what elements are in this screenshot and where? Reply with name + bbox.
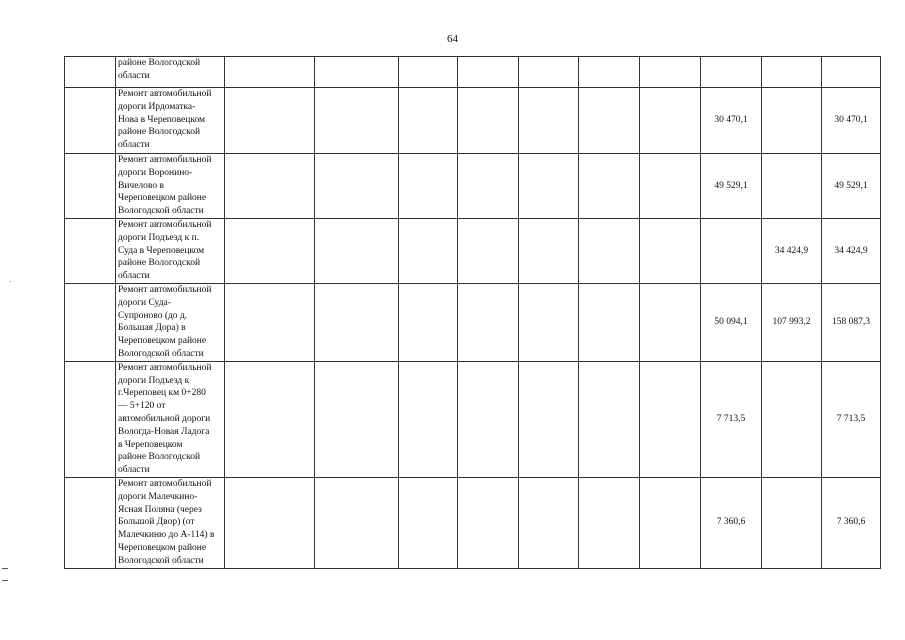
row-index-cell — [65, 154, 116, 219]
value-cell: 50 094,1 — [701, 283, 762, 361]
value-cell: 7 360,6 — [701, 477, 762, 568]
value-cell: 49 529,1 — [701, 154, 762, 219]
value-cell — [579, 57, 640, 88]
table-row — [65, 154, 881, 219]
row-index-cell — [65, 477, 116, 568]
value-cell — [458, 218, 519, 283]
value-cell — [315, 218, 399, 283]
table-row — [65, 361, 881, 477]
table-body — [65, 57, 881, 569]
road-name-cell — [116, 88, 225, 154]
road-name-cell — [116, 283, 225, 361]
value-cell: 30 470,1 — [822, 88, 881, 154]
road-name-cell — [116, 218, 225, 283]
value-cell: 7 360,6 — [822, 477, 881, 568]
road-name-cell — [116, 477, 225, 568]
value-cell — [519, 88, 579, 154]
value-cell — [399, 57, 458, 88]
value-cell — [225, 154, 315, 219]
road-name: Ремонт автомобильной дороги Малечкино- Ясная Поляна (через Большой Двор) (от Малечкиню до А-114) в Череповецком районе Вологодской области — [118, 478, 215, 566]
road-name: Ремонт автомобильной дороги Суда- Супроново (до д. Большая Дора) в Череповецком районе Вологодской области — [118, 284, 212, 359]
value-cell: 49 529,1 — [822, 154, 881, 219]
page-number: 64 — [447, 33, 458, 45]
value-cell: 30 470,1 — [701, 88, 762, 154]
table-row — [65, 477, 881, 568]
value-cell — [225, 57, 315, 88]
row-index-cell — [65, 88, 116, 154]
value-cell — [399, 283, 458, 361]
value-cell: 7 713,5 — [822, 361, 881, 477]
road-name-cell — [116, 57, 225, 88]
value-cell — [762, 57, 822, 88]
value-cell: 7 713,5 — [701, 361, 762, 477]
budget-table — [64, 56, 881, 569]
table-row — [65, 57, 881, 88]
value-cell: 34 424,9 — [762, 218, 822, 283]
value-cell — [458, 88, 519, 154]
value-cell — [579, 88, 640, 154]
value-cell — [519, 57, 579, 88]
value-cell — [762, 477, 822, 568]
value-cell — [399, 361, 458, 477]
value-cell — [315, 88, 399, 154]
value-cell — [399, 88, 458, 154]
value-cell — [519, 361, 579, 477]
road-name: Ремонт автомобильной дороги Подъезд к г.Череповец км 0+280 — 5+120 от автомобильной дороги Вологда-Новая Ладога в Череповецком районе Вологодской области — [118, 362, 212, 476]
value-cell — [519, 218, 579, 283]
value-cell: 107 993,2 — [762, 283, 822, 361]
table-row — [65, 283, 881, 361]
value-cell — [225, 283, 315, 361]
row-index-cell — [65, 57, 116, 88]
value-cell — [399, 154, 458, 219]
value-cell — [762, 361, 822, 477]
value-cell — [640, 57, 701, 88]
value-cell — [640, 283, 701, 361]
value-cell — [579, 283, 640, 361]
value-cell — [519, 283, 579, 361]
scan-mark — [2, 580, 8, 581]
road-name-cell — [116, 154, 225, 219]
row-index-cell — [65, 218, 116, 283]
value-cell: 34 424,9 — [822, 218, 881, 283]
value-cell — [640, 218, 701, 283]
value-cell — [225, 361, 315, 477]
value-cell — [315, 154, 399, 219]
road-name: районе Вологодской области — [118, 58, 201, 81]
value-cell — [762, 154, 822, 219]
road-name: Ремонт автомобильной дороги Ирдоматка- Нова в Череповецком районе Вологодской области — [118, 89, 212, 151]
value-cell — [579, 154, 640, 219]
road-name-cell — [116, 361, 225, 477]
scan-mark — [2, 568, 8, 569]
value-cell — [458, 283, 519, 361]
value-cell — [519, 477, 579, 568]
value-cell — [225, 218, 315, 283]
value-cell — [399, 477, 458, 568]
value-cell — [762, 88, 822, 154]
value-cell — [399, 218, 458, 283]
value-cell — [640, 154, 701, 219]
value-cell — [640, 361, 701, 477]
table-row — [65, 218, 881, 283]
row-index-cell — [65, 361, 116, 477]
value-cell — [458, 154, 519, 219]
value-cell: 158 087,3 — [822, 283, 881, 361]
value-cell — [315, 361, 399, 477]
value-cell — [315, 57, 399, 88]
value-cell — [822, 57, 881, 88]
value-cell — [579, 477, 640, 568]
value-cell — [458, 477, 519, 568]
table-row — [65, 88, 881, 154]
value-cell — [315, 477, 399, 568]
value-cell — [640, 88, 701, 154]
value-cell — [225, 88, 315, 154]
value-cell — [315, 283, 399, 361]
row-index-cell — [65, 283, 116, 361]
road-name: Ремонт автомобильной дороги Воронино- Вичелово в Череповецком районе Вологодской области — [118, 155, 212, 217]
road-name: Ремонт автомобильной дороги Подъезд к п. Суда в Череповецком районе Вологодской области — [118, 219, 212, 282]
value-cell — [701, 57, 762, 88]
value-cell — [579, 361, 640, 477]
value-cell — [640, 477, 701, 568]
value-cell — [519, 154, 579, 219]
scan-dot — [10, 281, 11, 282]
value-cell — [458, 361, 519, 477]
value-cell — [458, 57, 519, 88]
value-cell — [701, 218, 762, 283]
value-cell — [579, 218, 640, 283]
value-cell — [225, 477, 315, 568]
